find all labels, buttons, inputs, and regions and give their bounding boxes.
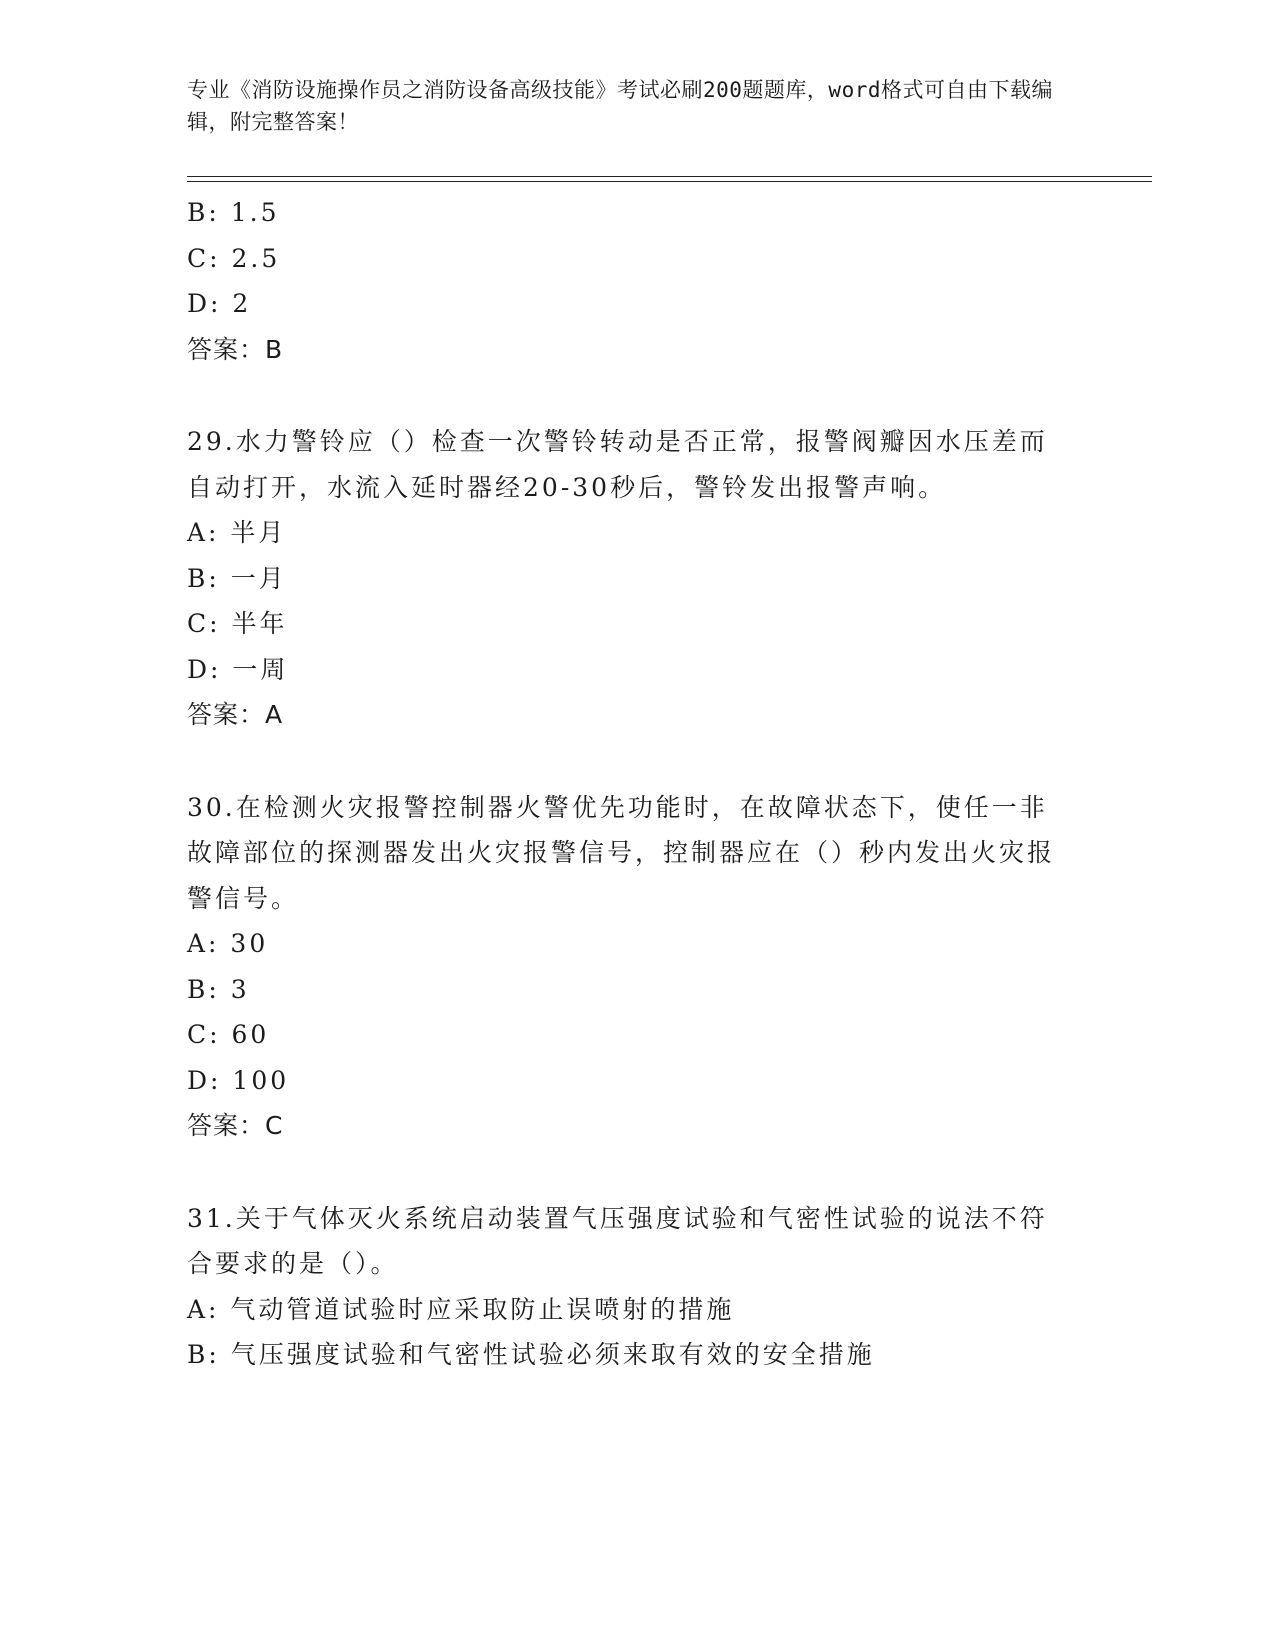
option-d: D: 2 bbox=[187, 289, 252, 318]
question-30 bbox=[187, 785, 1087, 1149]
question-content bbox=[187, 190, 1087, 1378]
option-a: A: 气动管道试验时应采取防止误喷射的措施 bbox=[187, 1294, 735, 1324]
answer-label: 答案：B bbox=[187, 334, 284, 364]
option-b: B: 一月 bbox=[187, 563, 287, 593]
header-divider-top bbox=[187, 176, 1152, 177]
option-d: D: 100 bbox=[187, 1065, 290, 1095]
option-b: B: 3 bbox=[187, 974, 250, 1004]
question-text: 29.水力警铃应（）检查一次警铃转动是否正常，报警阀瓣因水压差而自动打开，水流入延时器经20-30秒后，警铃发出报警声响。 bbox=[187, 427, 1048, 502]
header-divider-bottom bbox=[187, 181, 1152, 182]
document-title: 专业《消防设施操作员之消防设备高级技能》考试必刷200题题库，word格式可自由下载编辑，附完整答案！ bbox=[187, 78, 1053, 134]
answer-label: 答案：C bbox=[187, 1111, 284, 1140]
spacer bbox=[187, 1149, 1087, 1196]
option-a: A: 30 bbox=[187, 929, 269, 958]
spacer bbox=[187, 372, 1087, 419]
question-text: 30.在检测火灾报警控制器火警优先功能时，在故障状态下，使任一非故障部位的探测器发出火灾报警信号，控制器应在（）秒内发出火灾报警信号。 bbox=[187, 792, 1056, 913]
question-29 bbox=[187, 419, 1087, 738]
option-a: A: 半月 bbox=[187, 518, 287, 547]
page-header bbox=[187, 74, 1067, 138]
option-c: C: 2.5 bbox=[187, 243, 281, 273]
option-c: C: 60 bbox=[187, 1020, 270, 1049]
option-d: D: 一周 bbox=[187, 654, 289, 684]
option-b: B: 1.5 bbox=[187, 198, 280, 227]
question-31 bbox=[187, 1196, 1087, 1378]
option-b: B: 气压强度试验和气密性试验必须来取有效的安全措施 bbox=[187, 1340, 875, 1369]
option-c: C: 半年 bbox=[187, 609, 288, 638]
question-text: 31.关于气体灭火系统启动装置气压强度试验和气密性试验的说法不符合要求的是（）。 bbox=[187, 1203, 1048, 1278]
answer-label: 答案：A bbox=[187, 700, 284, 729]
continued-question bbox=[187, 190, 1087, 372]
spacer bbox=[187, 738, 1087, 785]
